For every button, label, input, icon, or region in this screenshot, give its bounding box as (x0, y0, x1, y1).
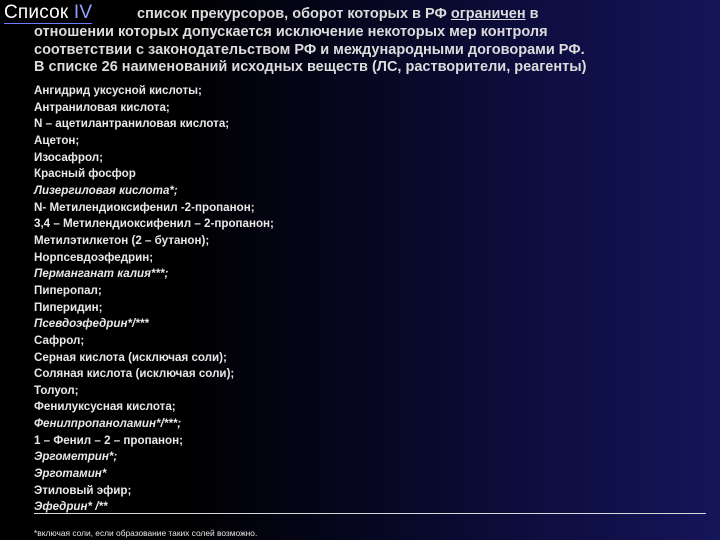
list-item: 1 – Фенил – 2 – пропанон; (34, 433, 183, 447)
list-item: Ацетон; (34, 133, 80, 147)
list-item: Эрготамин* (34, 467, 107, 481)
intro-line-1-underlined: ограничен (450, 6, 526, 22)
list-item: Лизергиловая кислота*; (34, 183, 178, 197)
intro-line-4: В списке 26 наименований исходных веществ (ЛС, растворители, реагенты) (34, 59, 587, 76)
list-item: Соляная кислота (исключая соли); (34, 367, 235, 381)
list-item: Антраниловая кислота; (34, 100, 170, 114)
title-prefix: Список (4, 2, 74, 23)
footnote-divider (34, 513, 706, 514)
list-item: Толуол; (34, 383, 79, 397)
list-item: Сафрол; (34, 333, 85, 347)
list-item: Пиперидин; (34, 300, 103, 314)
list-item: Пиперопал; (34, 283, 102, 297)
list-item: Изосафрол; (34, 150, 104, 164)
list-item: Эфедрин* /** (34, 500, 108, 514)
intro-line-3: соответствии с законодательством РФ и международными договорами РФ. (34, 41, 585, 58)
list-item: Метилэтилкетон (2 – бутанон); (34, 233, 210, 247)
list-item: Этиловый эфир; (34, 483, 132, 497)
precursor-list (34, 83, 674, 516)
intro-line-2: отношении которых допускается исключение некоторых мер контроля (34, 23, 548, 40)
list-item: Фенилуксусная кислота; (34, 400, 176, 414)
list-item: Эргометрин*; (34, 450, 118, 464)
footnote: *включая соли, если образование таких солей возможно. (34, 528, 258, 538)
list-item: Серная кислота (исключая соли); (34, 350, 227, 364)
intro-line-1-pre: список прекурсоров, оборот которых в РФ (137, 6, 451, 22)
list-item: Ангидрид уксусной кислоты; (34, 84, 202, 97)
intro-paragraph (34, 6, 720, 77)
list-item: Красный фосфор (34, 167, 136, 181)
list-item: N- Метилендиоксифенил -2-пропанон; (34, 200, 255, 214)
list-item: 3,4 – Метилендиоксифенил – 2-пропанон; (34, 217, 274, 231)
list-item: Перманганат калия***; (34, 267, 169, 281)
list-item: N – ацетилантраниловая кислота; (34, 117, 230, 131)
intro-line-1 (34, 6, 720, 24)
list-item: Псевдоэфедрин*/*** (34, 317, 149, 331)
list-item: Фенилпропаноламин*/***; (34, 417, 182, 431)
list-item: Норпсевдоэфедрин; (34, 250, 154, 264)
intro-line-1-post: в (525, 6, 539, 22)
title-numeral: IV (73, 2, 93, 23)
